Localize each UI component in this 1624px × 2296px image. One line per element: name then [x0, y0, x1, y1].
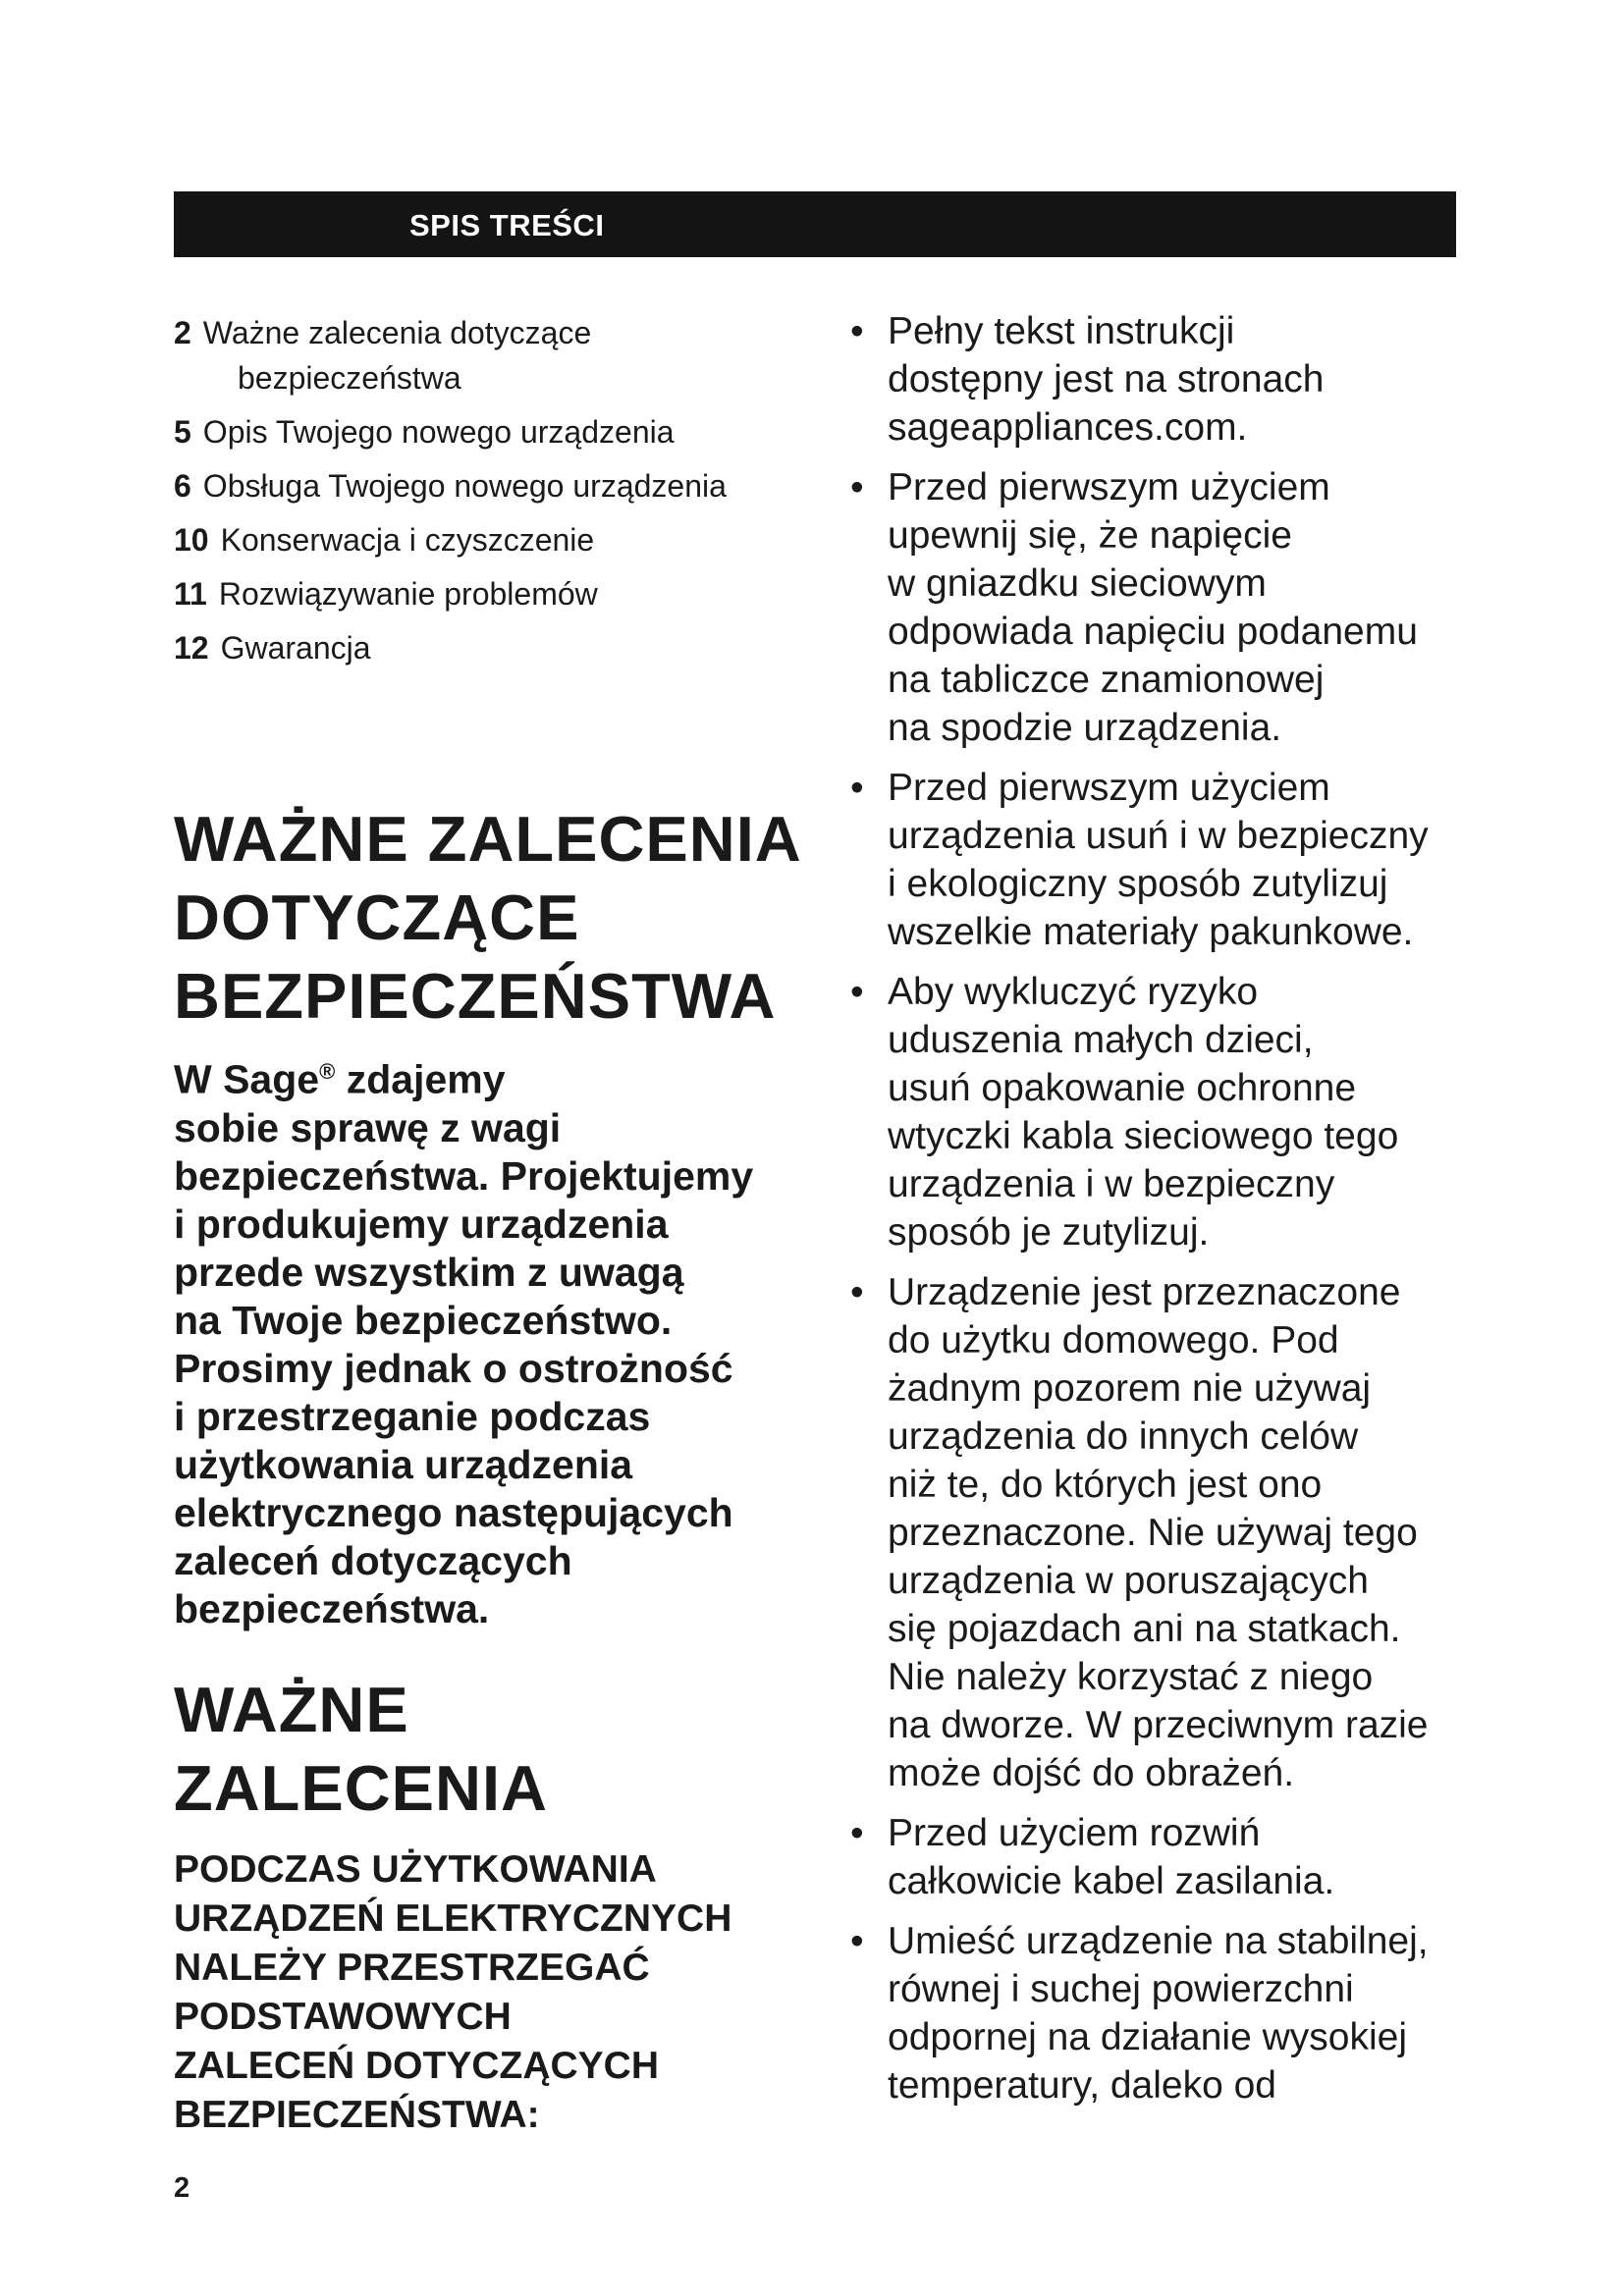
bullet-line: i ekologiczny sposób zutylizuj [888, 863, 1388, 905]
bullet-line: na dworze. W przeciwnym razie [888, 1704, 1429, 1746]
intro-text: W Sage [174, 1056, 320, 1102]
toc-item-label: Gwarancja [220, 630, 371, 666]
subheading-line: PODCZAS UŻYTKOWANIA [174, 1847, 657, 1891]
bullet-icon: • [850, 767, 864, 809]
toc-item-number: 5 [174, 414, 191, 450]
bullet-line: wszelkie materiały pakunkowe. [888, 911, 1414, 953]
bullet-item [846, 764, 1475, 956]
bullet-line: odpornej na działanie wysokiej [888, 2016, 1407, 2058]
bullet-line: na tabliczce znamionowej [888, 659, 1325, 701]
page-number: 2 [174, 2172, 190, 2204]
intro-line: i produkujemy urządzenia [174, 1201, 669, 1247]
bullet-line: wtyczki kabla sieciowego tego [888, 1115, 1399, 1157]
heading-line: WAŻNE [174, 1673, 409, 1745]
left-column [174, 800, 822, 2140]
bullet-line: przeznaczone. Nie używaj tego [888, 1512, 1418, 1554]
intro-line: na Twoje bezpieczeństwo. [174, 1297, 673, 1343]
toc-item[interactable] [174, 517, 802, 562]
toc-item-label: Rozwiązywanie problemów [218, 576, 598, 612]
intro-paragraph [174, 1047, 822, 1633]
bullet-item [846, 1268, 1475, 1797]
registered-mark: ® [319, 1059, 336, 1084]
bullet-line: Nie należy korzystać z niego [888, 1656, 1374, 1698]
intro-text: zdajemy [335, 1056, 506, 1102]
bullet-icon: • [850, 466, 864, 508]
intro-line: sobie sprawę z wagi [174, 1104, 562, 1150]
bullet-line: Pełny tekst instrukcji [888, 310, 1235, 352]
toc-header-bar [174, 191, 1456, 257]
right-column [846, 307, 1475, 2121]
toc-item[interactable] [174, 625, 802, 670]
subheading [174, 1845, 822, 2140]
bullet-line: w gniazdku sieciowym [888, 562, 1267, 605]
subheading-line: NALEŻY PRZESTRZEGAĆ [174, 1946, 650, 1989]
bullet-line: Przed pierwszym użyciem [888, 466, 1330, 508]
bullet-line: na spodzie urządzenia. [888, 707, 1282, 749]
subheading-line: ZALECEŃ DOTYCZĄCYCH [174, 2044, 659, 2087]
toc-list [174, 310, 802, 679]
bullet-line: Aby wykluczyć ryzyko [888, 971, 1259, 1013]
bullet-item [846, 1917, 1475, 2109]
bullet-line: odpowiada napięciu podanemu [888, 611, 1418, 653]
bullet-line: sageappliances.com. [888, 406, 1248, 449]
bullet-icon: • [850, 1271, 864, 1313]
bullet-line: do użytku domowego. Pod [888, 1319, 1339, 1362]
safety-heading [174, 800, 822, 1036]
intro-line: elektrycznego następujących [174, 1489, 733, 1535]
bullet-line: może dojść do obrażeń. [888, 1752, 1295, 1794]
bullet-item [846, 307, 1475, 452]
heading-line: DOTYCZĄCE [174, 881, 580, 953]
bullet-line: równej i suchej powierzchni [888, 1968, 1354, 2010]
bullet-item [846, 463, 1475, 752]
bullet-item [846, 1809, 1475, 1905]
toc-item-number: 10 [174, 522, 209, 558]
bullet-line: Urządzenie jest przeznaczone [888, 1271, 1401, 1313]
bullet-line: temperatury, daleko od [888, 2064, 1276, 2107]
toc-item[interactable] [174, 463, 802, 508]
bullet-line: urządzenia usuń i w bezpieczny [888, 815, 1429, 857]
subheading-line: URZĄDZEŃ ELEKTRYCZNYCH [174, 1896, 732, 1940]
toc-item[interactable] [174, 409, 802, 454]
bullet-icon: • [850, 310, 864, 352]
bullet-line: się pojazdach ani na statkach. [888, 1608, 1401, 1650]
bullet-line: usuń opakowanie ochronne [888, 1067, 1357, 1109]
toc-item-label-continued: bezpieczeństwa [238, 360, 461, 396]
toc-item-label: Ważne zalecenia dotyczące [202, 315, 592, 350]
toc-title: SPIS TREŚCI [409, 208, 605, 242]
intro-line: przede wszystkim z uwagą [174, 1249, 684, 1295]
bullet-icon: • [850, 1920, 864, 1962]
subheading-line: BEZPIECZEŃSTWA: [174, 2093, 540, 2136]
toc-item-number: 2 [174, 315, 191, 350]
intro-line [174, 1047, 822, 1104]
bullet-line: uduszenia małych dzieci, [888, 1019, 1314, 1061]
bullet-line: dostępny jest na stronach [888, 358, 1325, 400]
toc-item[interactable] [174, 571, 802, 616]
bullet-line: urządzenia i w bezpieczny [888, 1163, 1335, 1205]
bullet-item [846, 968, 1475, 1256]
heading-line: WAŻNE ZALECENIA [174, 803, 802, 875]
bullet-icon: • [850, 971, 864, 1013]
toc-item-number: 6 [174, 468, 191, 504]
toc-item-number: 12 [174, 630, 209, 666]
bullet-line: Przed pierwszym użyciem [888, 767, 1330, 809]
bullet-line: żadnym pozorem nie używaj [888, 1367, 1372, 1410]
bullet-line: całkowicie kabel zasilania. [888, 1860, 1335, 1902]
toc-item[interactable] [174, 310, 802, 400]
heading-line: BEZPIECZEŃSTWA [174, 960, 777, 1032]
toc-item-label: Opis Twojego nowego urządzenia [202, 414, 675, 450]
intro-line: użytkowania urządzenia [174, 1441, 633, 1487]
bullet-line: urządzenia do innych celów [888, 1415, 1359, 1458]
bullet-line: sposób je zutylizuj. [888, 1211, 1210, 1254]
bullet-line: urządzenia w poruszających [888, 1560, 1369, 1602]
intro-line: bezpieczeństwa. Projektujemy [174, 1152, 754, 1199]
intro-line: bezpieczeństwa. [174, 1585, 490, 1631]
important-heading [174, 1671, 822, 1828]
intro-line: zaleceń dotyczących [174, 1537, 572, 1583]
toc-item-label: Obsługa Twojego nowego urządzenia [202, 468, 727, 504]
subheading-line: PODSTAWOWYCH [174, 1995, 512, 2038]
bullet-line: upewnij się, że napięcie [888, 514, 1292, 557]
bullet-line: Umieść urządzenie na stabilnej, [888, 1920, 1429, 1962]
bullet-icon: • [850, 1812, 864, 1854]
toc-item-label: Konserwacja i czyszczenie [220, 522, 595, 558]
heading-line: ZALECENIA [174, 1751, 548, 1824]
toc-item-number: 11 [174, 576, 207, 612]
intro-line: i przestrzeganie podczas [174, 1393, 651, 1439]
bullet-line: Przed użyciem rozwiń [888, 1812, 1261, 1854]
intro-line: Prosimy jednak o ostrożność [174, 1345, 733, 1391]
bullet-line: niż te, do których jest ono [888, 1464, 1323, 1506]
